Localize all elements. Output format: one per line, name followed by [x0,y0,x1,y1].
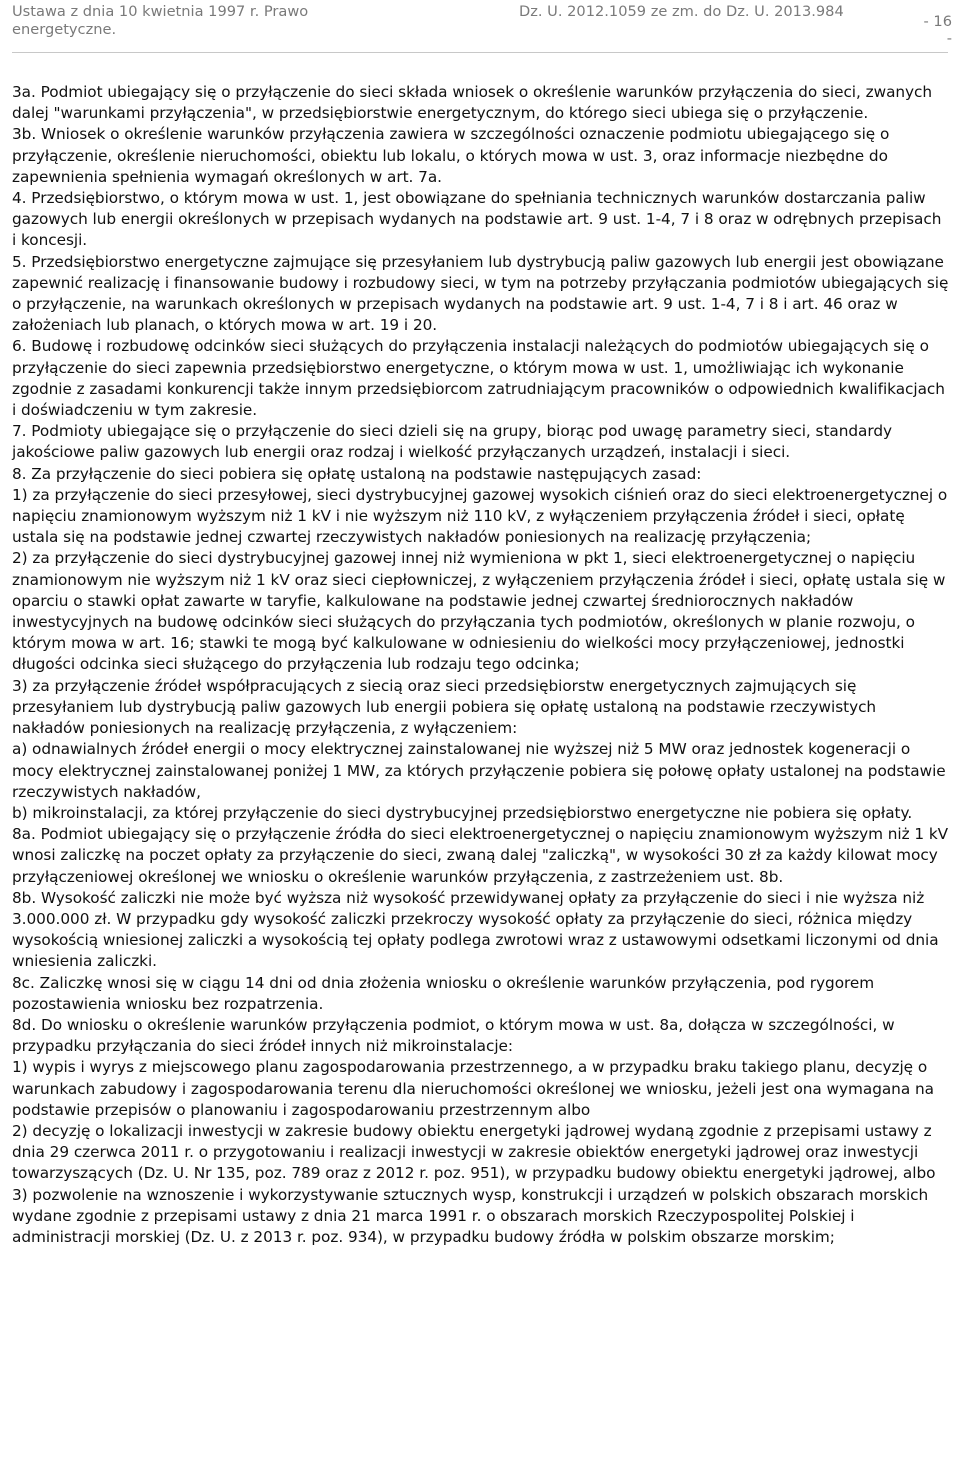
page-header [12,3,952,47]
paragraph-8-point-3: 3) za przyłączenie źródeł współpracujących z siecią oraz sieci przedsiębiorstw energetycznych zajmujących się przesyłaniem lub dystrybucją paliw gazowych lub energii pobiera się opłatę ustaloną na podstawie rzeczywistych nakładów poniesionych na realizację przyłączenia, z wyłączeniem: [12,676,877,738]
document-body [12,82,950,1248]
paragraph-8d-point-3: 3) pozwolenie na wznoszenie i wykorzystywanie sztucznych wysp, konstrukcji i urządzeń w polskich obszarach morskich wydane zgodnie z przepisami ustawy z dnia 21 marca 1991 r. o obszarach morskich Rzeczypospolitej Polskiej i administracji morskiej (Dz. U. z 2013 r. poz. 934), w przypadku budowy źródła w polskim obszarze morskim; [12,1185,929,1246]
paragraph-6: 6. Budowę i rozbudowę odcinków sieci służących do przyłączenia instalacji należących do podmiotów ubiegających się o przyłączenie do sieci zapewnia przedsiębiorstwo energetyczne, o którym mowa w ust. 1, umożliwiając ich wykonanie zgodnie z zasadami konkurencji także innym przedsiębiorcom zatrudniającym pracowników o odpowiednich kwalifikacjach i doświadczeniu w tym zakresie. [12,337,945,420]
paragraph-8b: 8b. Wysokość zaliczki nie może być wyższa niż wysokość przewidywanej opłaty za przyłączenie do sieci i nie wyższa niż 3.000.000 zł. W przypadku gdy wysokość zaliczki przekroczy wysokość opłaty za przyłączenie do sieci, różnica między wysokością wniesionej zaliczki a wysokością tej opłaty podlega zwrotowi wraz z ustawowymi odsetkami liczonymi od dnia wniesienia zaliczki. [12,888,939,971]
paragraph-8: 8. Za przyłączenie do sieci pobiera się opłatę ustaloną na podstawie następujących zasad: [12,464,702,483]
paragraph-5: 5. Przedsiębiorstwo energetyczne zajmujące się przesyłaniem lub dystrybucją paliw gazowych lub energii jest obowiązane zapewnić realizację i finansowanie budowy i rozbudowy sieci, w tym na potrzeby przyłączania podmiotów ubiegających się o przyłączenie, na warunkach określonych w przepisach wydanych na podstawie art. 9 ust. 1-4, 7 i 8 i art. 46 oraz w założeniach lub planach, o których mowa w art. 19 i 20. [12,252,949,335]
paragraph-8-point-2: 2) za przyłączenie do sieci dystrybucyjnej gazowej innej niż wymieniona w pkt 1, sieci elektroenergetycznej o napięciu znamionowym nie wyższym niż 1 kV oraz sieci ciepłowniczej, z wyłączeniem przyłączenia źródeł i sieci, opłatę ustala się w oparciu o stawki opłat zawarte w taryfie, kalkulowane na podstawie jednej czwartej średniorocznych nakładów inwestycyjnych na budowę odcinków sieci służących do przyłączania tych podmiotów, określonych w planie rozwoju, o którym mowa w art. 16; stawki te mogą być kalkulowane w odniesieniu do wielkości mocy przyłączeniowej, jednostki długości odcinka sieci służącego do przyłączenia lub rodzaju tego odcinka; [12,549,946,674]
paragraph-8c: 8c. Zaliczkę wnosi się w ciągu 14 dni od dnia złożenia wniosku o określenie warunków przyłączenia, pod rygorem pozostawienia wniosku bez rozpatrzenia. [12,973,875,1013]
paragraph-8-point-3b: b) mikroinstalacji, za której przyłączenie do sieci dystrybucyjnej przedsiębiorstwo energetyczne nie pobiera się opłaty. [12,803,913,822]
paragraph-8-point-1: 1) za przyłączenie do sieci przesyłowej, sieci dystrybucyjnej gazowej wysokich ciśnień oraz do sieci elektroenergetycznej o napięciu znamionowym wyższym niż 1 kV i nie wyższym niż 110 kV, z wyłączeniem przyłączenia źródeł i sieci, opłatę ustala się na podstawie jednej czwartej rzeczywistych nakładów poniesionych na realizację przyłączenia; [12,485,948,547]
act-title-line-1: Ustawa z dnia 10 kwietnia 1997 r. Prawo [12,3,309,20]
paragraph-4: 4. Przedsiębiorstwo, o którym mowa w ust. 1, jest obowiązane do spełniania technicznych warunków dostarczania paliw gazowych lub energii określonych w przepisach wydanych na podstawie art. 9 ust. 1-4, 7 i 8 oraz w odrębnych przepisach i koncesji. [12,189,942,250]
paragraph-8d: 8d. Do wniosku o określenie warunków przyłączenia podmiot, o którym mowa w ust. 8a, dołącza w szczególności, w przypadku przyłączania do sieci źródeł innych niż mikroinstalacje: [12,1015,895,1056]
paragraph-3b: 3b. Wniosek o określenie warunków przyłączenia zawiera w szczególności oznaczenie podmiotu ubiegającego się o przyłączenie, określenie nieruchomości, obiektu lub lokalu, o których mowa w ust. 3, oraz informacje niezbędne do zapewnienia spełnienia wymagań określonych w art. 7a. [12,125,890,186]
paragraph-8d-point-1: 1) wypis i wyrys z miejscowego planu zagospodarowania przestrzennego, a w przypadku braku takiego planu, decyzję o warunkach zabudowy i zagospodarowania terenu dla nieruchomości określonej we wniosku, jeżeli jest ona wymagana na podstawie przepisów o planowaniu i zagospodarowaniu przestrzennym albo [12,1058,934,1119]
paragraph-8a: 8a. Podmiot ubiegający się o przyłączenie źródła do sieci elektroenergetycznej o napięciu znamionowym wyższym niż 1 kV wnosi zaliczkę na poczet opłaty za przyłączenie do sieci, zwaną dalej "zaliczką", w wysokości 30 zł za każdy kilowat mocy przyłączeniowej określonej we wniosku o określenie warunków przyłączenia, z zastrzeżeniem ust. 8b. [12,825,949,886]
paragraph-3a: 3a. Podmiot ubiegający się o przyłączenie do sieci składa wniosek o określenie warunków przyłączenia do sieci, zwanych dalej "warunkami przyłączenia", w przedsiębiorstwie energetycznym, do którego sieci ubiega się o przyłączenie. [12,83,933,123]
act-title-line-2: energetyczne. [12,21,117,38]
header-divider [12,52,948,53]
paragraph-7: 7. Podmioty ubiegające się o przyłączenie do sieci dzieli się na grupy, biorąc pod uwagę parametry sieci, standardy jakościowe paliw gazowych lub energii oraz rodzaj i wielkość przyłączanych urządzeń, instalacji i sieci. [12,422,893,462]
act-title [12,3,352,39]
paragraph-8d-point-2: 2) decyzję o lokalizacji inwestycji w zakresie budowy obiektu energetyki jądrowej wydaną zgodnie z przepisami ustawy z dnia 29 czerwca 2011 r. o przygotowaniu i realizacji inwestycji w zakresie obiektów energetyki jądrowej oraz inwestycji towarzyszących (Dz. U. Nr 135, poz. 789 oraz z 2012 r. poz. 951), w przypadku budowy obiektu energetyki jądrowej, albo [12,1121,936,1183]
page-number-suffix: - [946,30,952,47]
journal-reference: Dz. U. 2012.1059 ze zm. do Dz. U. 2013.984 [519,3,844,20]
paragraph-8-point-3a: a) odnawialnych źródeł energii o mocy elektrycznej zainstalowanej nie wyższej niż 5 MW oraz jednostek kogeneracji o mocy elektrycznej zainstalowanej poniżej 1 MW, za których przyłączenie pobiera się połowę opłaty ustalonej na podstawie rzeczywistych nakładów, [12,740,946,801]
page-number-block [924,13,952,47]
page-number: - 16 [923,13,952,30]
